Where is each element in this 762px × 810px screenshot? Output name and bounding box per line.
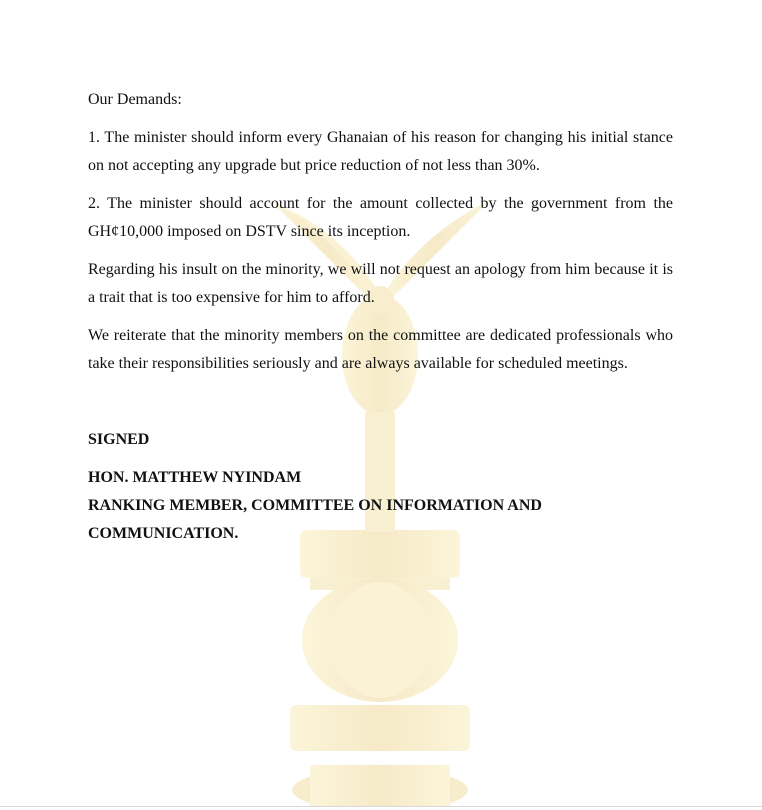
signed-label: SIGNED — [88, 431, 150, 448]
signature-block — [88, 464, 673, 548]
signatory-title-line-1: RANKING MEMBER, COMMITTEE ON INFORMATION AND — [88, 497, 542, 514]
reiteration-paragraph: We reiterate that the minority members on the committee are dedicated professionals who take their responsibilities seriously and are always available for scheduled meetings. — [88, 327, 673, 372]
demand-paragraph-2: 2. The minister should account for the amount collected by the government from the GH¢10,000 imposed on DSTV since its inception. — [88, 195, 673, 240]
signatory-title-line-2: COMMUNICATION. — [88, 525, 239, 542]
demands-heading: Our Demands: — [88, 91, 182, 108]
minority-insult-paragraph: Regarding his insult on the minority, we will not request an apology from him because it is a trait that is too expensive for him to afford. — [88, 261, 673, 306]
letter-body — [88, 86, 673, 548]
signatory-name: HON. MATTHEW NYINDAM — [88, 469, 302, 486]
demand-paragraph-1: 1. The minister should inform every Ghanaian of his reason for changing his initial stance on not accepting any upgrade but price reduction of not less than 30%. — [88, 129, 673, 174]
